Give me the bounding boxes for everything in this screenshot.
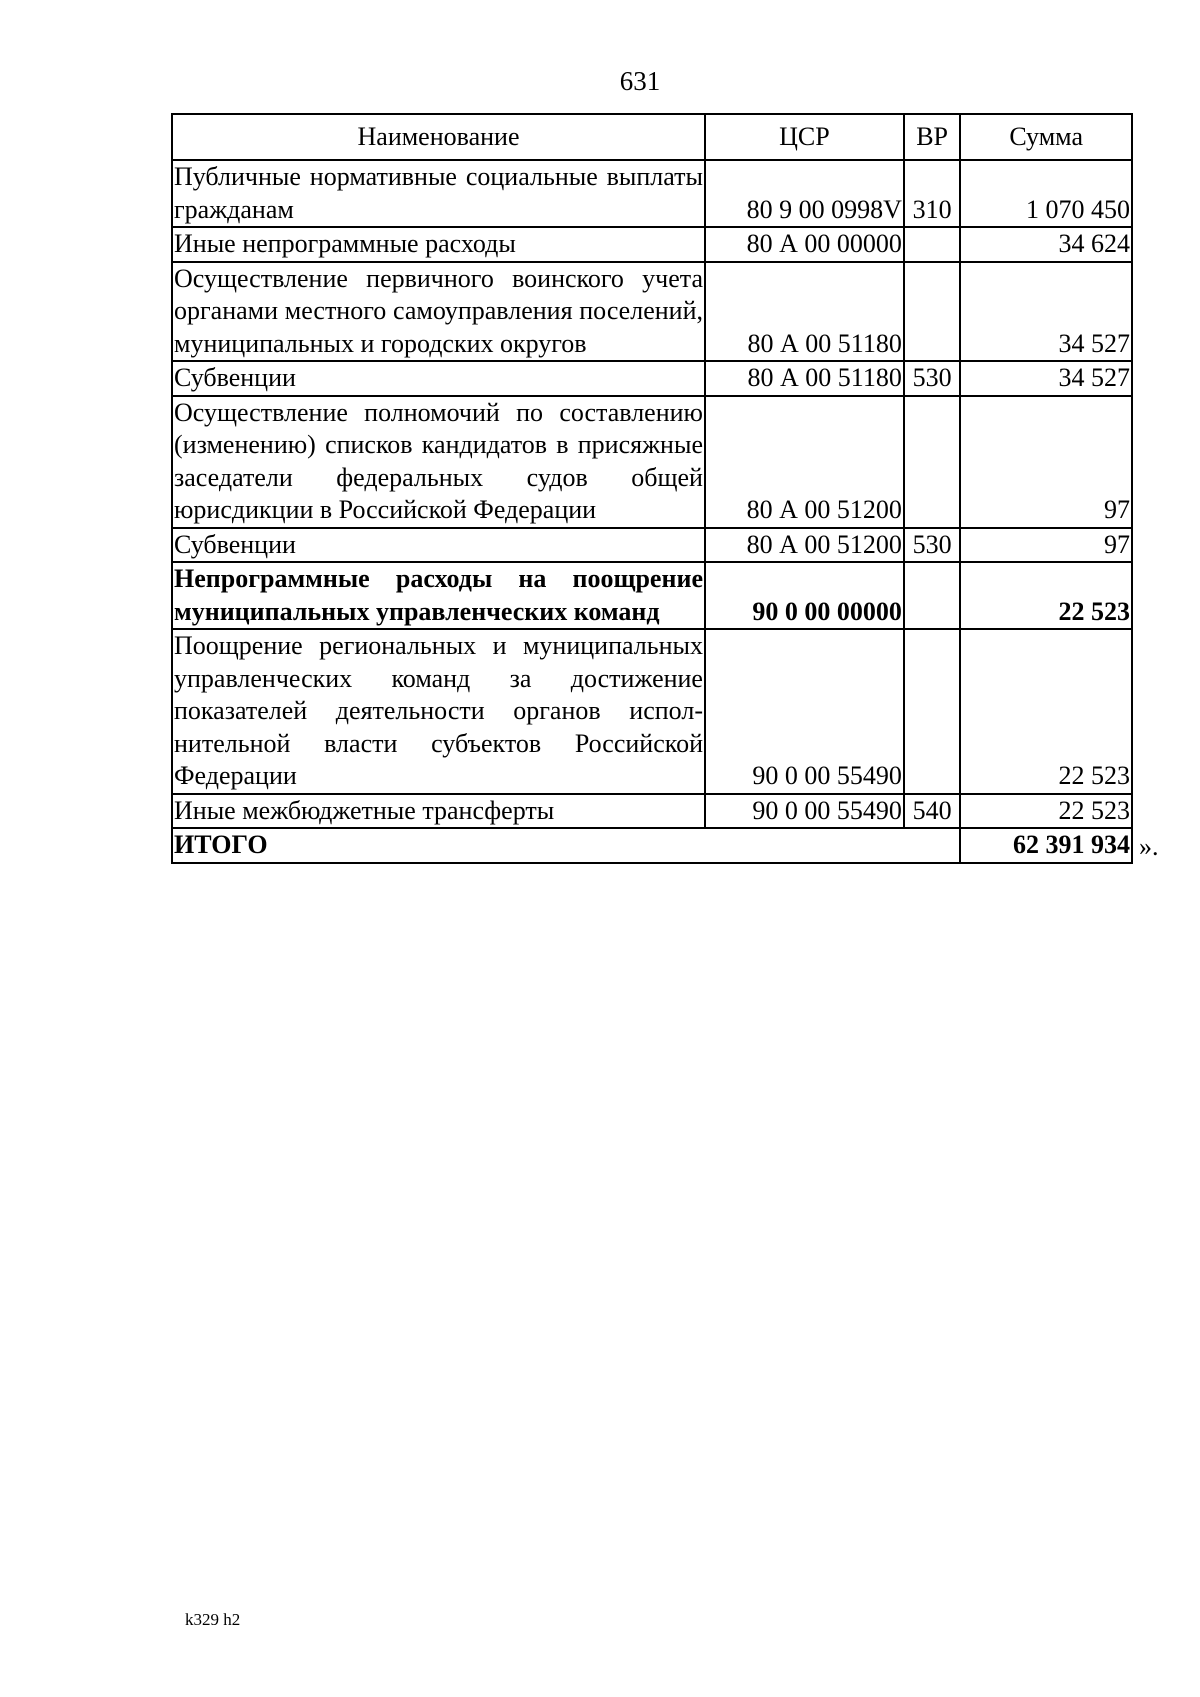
- table-row: [172, 361, 1132, 396]
- row-vr: [904, 629, 961, 794]
- row-sum: 22 523: [960, 794, 1132, 829]
- row-name: Иные непрограммные расходы: [172, 227, 705, 262]
- row-vr: [904, 396, 961, 528]
- row-vr: [904, 262, 961, 362]
- row-csr: 80 А 00 51180: [705, 262, 904, 362]
- row-name: Публичные нормативные социальные выплаты гражданам: [172, 160, 705, 227]
- table-row: [172, 629, 1132, 794]
- closing-quote: ».: [1139, 831, 1159, 861]
- row-vr: [904, 227, 961, 262]
- row-name: Осуществление полномочий по составлению (изменению) списков кандидатов в присяжные заседатели федеральных судов общей юрисдикции в Российской Федерации: [172, 396, 705, 528]
- row-sum: 34 527: [960, 262, 1132, 362]
- row-name: Иные межбюджетные трансферты: [172, 794, 705, 829]
- row-name: Субвенции: [172, 361, 705, 396]
- footer-code: k329 h2: [185, 1610, 241, 1629]
- table-row: [172, 160, 1132, 227]
- row-sum: 1 070 450: [960, 160, 1132, 227]
- row-csr: 90 0 00 55490: [705, 794, 904, 829]
- row-sum: 34 527: [960, 361, 1132, 396]
- table-row: [172, 794, 1132, 829]
- row-vr: 530: [904, 528, 961, 563]
- table-row: [172, 562, 1132, 629]
- row-csr: 80 9 00 0998V: [705, 160, 904, 227]
- row-sum: 97: [960, 528, 1132, 563]
- total-sum: 62 391 934: [960, 828, 1132, 863]
- header-csr: ЦСР: [705, 114, 904, 160]
- table-body: [172, 160, 1132, 863]
- header-vr: ВР: [904, 114, 961, 160]
- table-row: [172, 262, 1132, 362]
- header-sum: Сумма: [960, 114, 1132, 160]
- row-name: Осуществление первичного воинского учета органами местного самоуправления поселений, муниципальных и городских округов: [172, 262, 705, 362]
- row-csr: 80 А 00 00000: [705, 227, 904, 262]
- table-row: [172, 396, 1132, 528]
- total-row: [172, 828, 1132, 863]
- row-name: Субвенции: [172, 528, 705, 563]
- row-sum: 22 523: [960, 562, 1132, 629]
- row-name: Непрограммные расходы на поощрение муниципальных управленческих команд: [172, 562, 705, 629]
- row-sum: 34 624: [960, 227, 1132, 262]
- row-vr: 310: [904, 160, 961, 227]
- total-label: ИТОГО: [172, 828, 960, 863]
- row-sum: 97: [960, 396, 1132, 528]
- row-vr: 530: [904, 361, 961, 396]
- row-csr: 80 А 00 51200: [705, 396, 904, 528]
- row-csr: 90 0 00 55490: [705, 629, 904, 794]
- row-csr: 90 0 00 00000: [705, 562, 904, 629]
- row-csr: 80 А 00 51200: [705, 528, 904, 563]
- row-vr: 540: [904, 794, 961, 829]
- budget-table: [171, 113, 1133, 864]
- table-header-row: [172, 114, 1132, 160]
- page-number: 631: [619, 66, 661, 96]
- table-row: [172, 227, 1132, 262]
- table-row: [172, 528, 1132, 563]
- row-csr: 80 А 00 51180: [705, 361, 904, 396]
- row-vr: [904, 562, 961, 629]
- row-sum: 22 523: [960, 629, 1132, 794]
- row-name: Поощрение региональных и муниципальных управленческих команд за достижение показателей деятельности органов исполнительной власти субъектов Российской Федерации: [172, 629, 705, 794]
- header-name: Наименование: [172, 114, 705, 160]
